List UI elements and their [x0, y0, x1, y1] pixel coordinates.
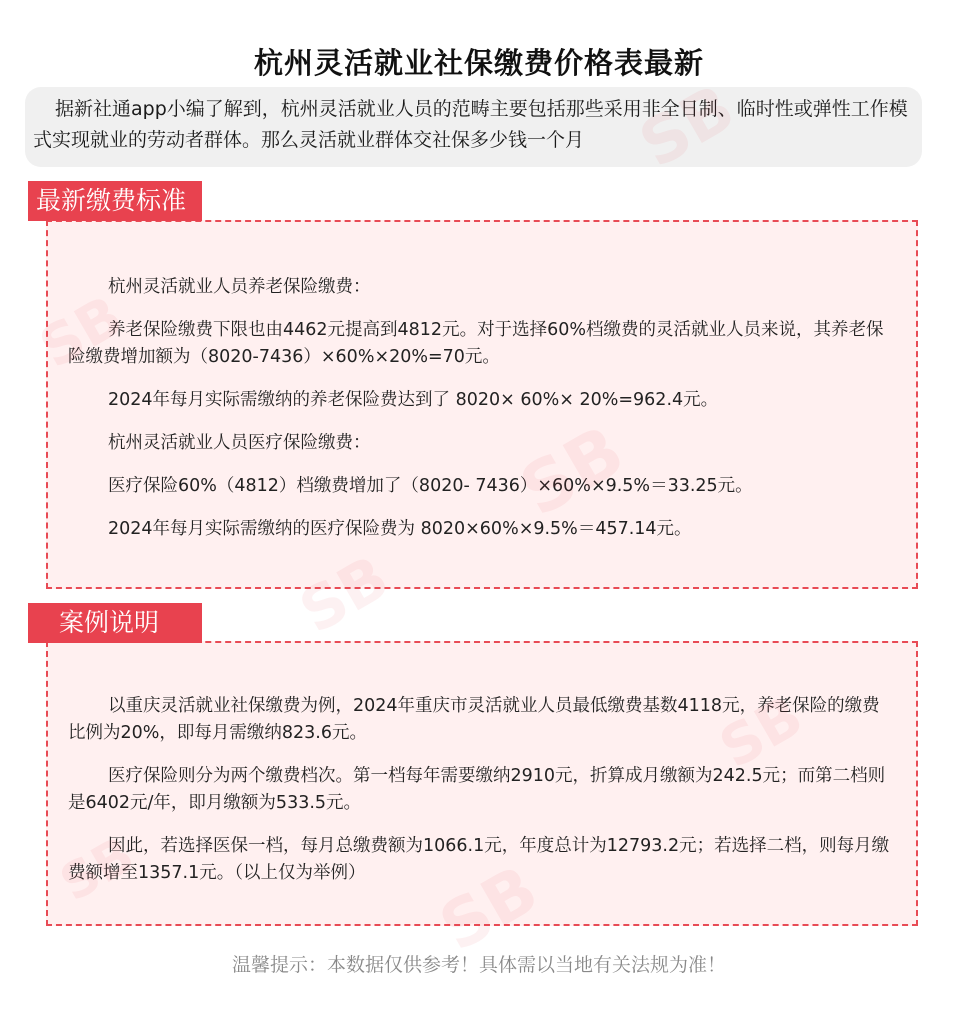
pension-monthly-paragraph: 2024年每月实际需缴纳的养老保险费达到了 8020× 60%× 20%=962.4元。: [108, 390, 719, 410]
footer-tip: 温馨提示：本数据仅供参考！具体需以当地有关法规为准！: [231, 954, 726, 976]
medical-monthly-paragraph: 2024年每月实际需缴纳的医疗保险费为 8020×60%×9.5%＝457.14元。: [108, 519, 692, 539]
pension-floor-paragraph: 养老保险缴费下限也由4462元提高到4812元。对于选择60%档缴费的灵活就业人员来说，其养老保险缴费增加额为（8020-7436）×60%×20%=70元。: [68, 320, 884, 367]
intro-paragraph: 据新社通app小编了解到，杭州灵活就业人员的范畴主要包括那些采用非全日制、临时性或弹性工作模式实现就业的劳动者群体。那么灵活就业群体交社保多少钱一个月: [25, 87, 922, 167]
case-medical-paragraph: 医疗保险则分为两个缴费档次。第一档每年需要缴纳2910元，折算成月缴额为242.5元；而第二档则是6402元/年，即月缴额为533.5元。: [68, 766, 886, 813]
section-label-standard: 最新缴费标准: [28, 181, 202, 221]
pension-heading: 杭州灵活就业人员养老保险缴费：: [108, 277, 371, 297]
medical-increase-paragraph: 医疗保险60%（4812）档缴费增加了（8020- 7436）×60%×9.5%＝33.25元。: [108, 476, 753, 496]
case-pension-paragraph: 以重庆灵活就业社保缴费为例，2024年重庆市灵活就业人员最低缴费基数4118元，养老保险的缴费比例为20%，即每月需缴纳823.6元。: [68, 696, 880, 743]
page-title: 杭州灵活就业社保缴费价格表最新: [253, 46, 704, 81]
section-label-case: 案例说明: [28, 603, 202, 643]
watermark-logo: SB: [288, 542, 401, 648]
case-total-paragraph: 因此，若选择医保一档，每月总缴费额为1066.1元，年度总计为12793.2元；若选择二档，则每月缴费额增至1357.1元。（以上仅为举例）: [68, 836, 890, 883]
case-card: [46, 641, 918, 926]
medical-heading: 杭州灵活就业人员医疗保险缴费：: [108, 433, 371, 453]
standard-card: [46, 220, 918, 589]
